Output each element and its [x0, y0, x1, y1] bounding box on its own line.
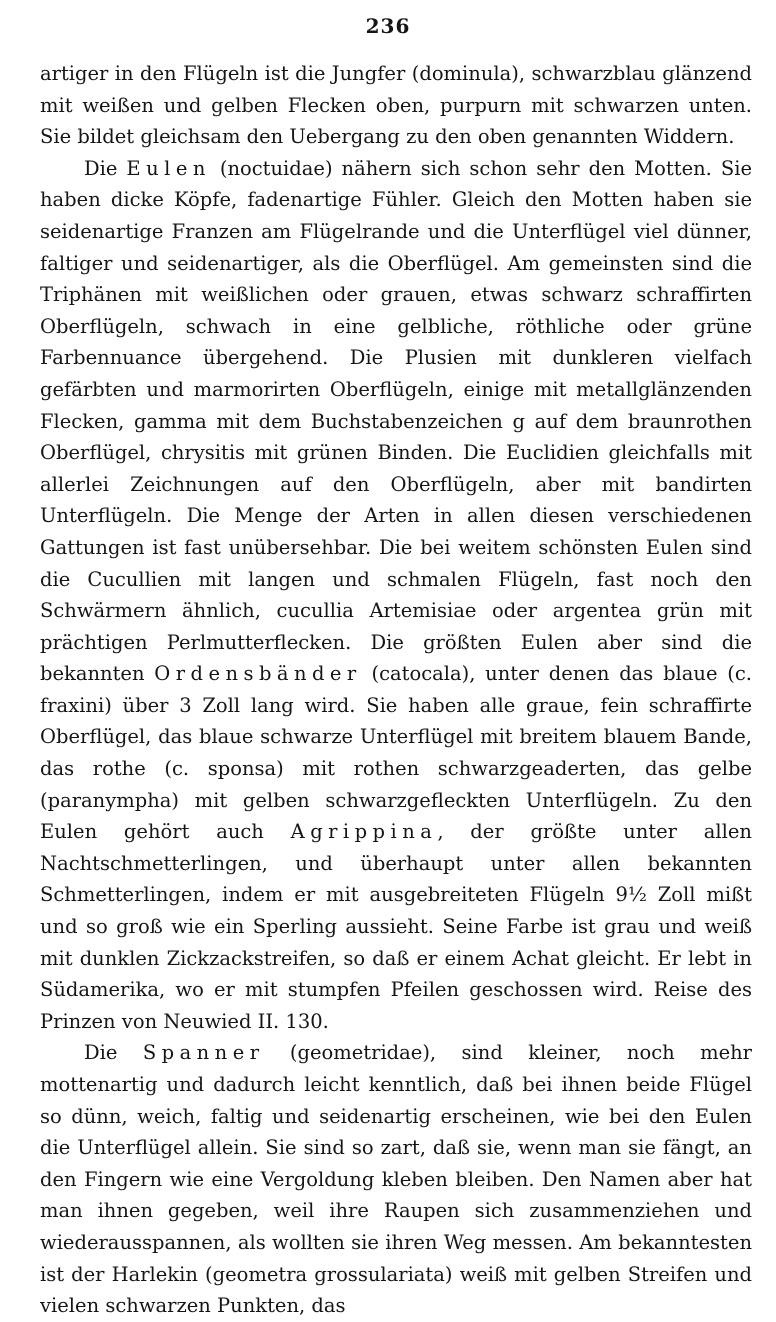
text-run: (catocala), unter denen das blaue (c. fraxini) über 3 Zoll lang wird. Sie haben alle graue, fein schraffirte Oberflügel, das blaue schwarze Unterflügel mit breitem blauem Bande, das rothe (c. sponsa) mit rothen schwarzgeaderten, das gelbe (paranympha) mit gelben schwarzgefleckten Unterflügeln. Zu den Eulen gehört auch: [40, 662, 752, 844]
text-run: artiger in den Flügeln ist die Jungfer (dominula), schwarzblau glänzend mit weißen und gelben Flecken oben, purpurn mit schwarzen unten. Sie bildet gleichsam den Uebergang zu den oben genannten Widdern.: [40, 62, 752, 149]
text-run: Die: [84, 156, 127, 180]
paragraph: [40, 58, 752, 153]
spaced-emphasis-term: Ordensbänder: [154, 662, 362, 686]
paragraph: [40, 153, 752, 1038]
text-run: , der größte unter allen Nachtschmetterlingen, und überhaupt unter allen bekannten Schmetterlingen, indem er mit ausgebreiteten Flügeln 9½ Zoll mißt und so groß wie ein Sperling aussieht. Seine Farbe ist grau und weiß mit dunklen Zickzackstreifen, so daß er einem Achat gleicht. Er lebt in Südamerika, wo er mit stumpfen Pfeilen geschossen wird. Reise des Prinzen von Neuwied II. 130.: [40, 820, 752, 1033]
spaced-emphasis-term: Eulen: [126, 156, 211, 180]
spaced-emphasis-term: Agrippina: [290, 820, 438, 844]
page-number: 236: [365, 14, 411, 38]
body-text: [40, 58, 752, 1322]
text-run: (noctuidae) nähern sich schon sehr den Motten. Sie haben dicke Köpfe, fadenartige Fühler. Gleich den Motten haben sie seidenartige Franzen am Flügelrande und die Unterflügel viel dünner, faltiger und seidenartiger, als die Oberflügel. Am gemeinsten sind die Triphänen mit weißlichen oder grauen, etwas schwarz schraffirten Oberflügeln, schwach in eine gelbliche, röthliche oder grüne Farbennuance übergehend. Die Plusien mit dunkleren vielfach gefärbten und marmorirten Oberflügeln, einige mit metallglänzenden Flecken, gamma mit dem Buchstabenzeichen g auf dem braunrothen Oberflügel, chrysitis mit grünen Binden. Die Euclidien gleichfalls mit allerlei Zeichnungen auf den Oberflügeln, aber mit bandirten Unterflügeln. Die Menge der Arten in allen diesen verschiedenen Gattungen ist fast unübersehbar. Die bei weitem schönsten Eulen sind die Cucullien mit langen und schmalen Flügeln, fast noch den Schwärmern ähnlich, cucullia Artemisiae oder argentea grün mit prächtigen Perlmutterflecken. Die größten Eulen aber sind die bekannten: [40, 156, 752, 686]
text-run: Die: [84, 1041, 143, 1065]
paragraph: [40, 1037, 752, 1321]
spaced-emphasis-term: Spanner: [142, 1041, 265, 1065]
text-run: (geometridae), sind kleiner, noch mehr mottenartig und dadurch leicht kenntlich, daß bei ihnen beide Flügel so dünn, weich, faltig und seidenartig erscheinen, wie bei den Eulen die Unterflügel allein. Sie sind so zart, daß sie, wenn man sie fängt, an den Fingern wie eine Vergoldung kleben bleiben. Den Namen aber hat man ihnen gegeben, weil ihre Raupen sich zusammenziehen und wiederausspannen, als wollten sie ihren Weg messen. Am bekanntesten ist der Harlekin (geometra grossulariata) weiß mit gelben Streifen und vielen schwarzen Punkten, das: [40, 1041, 752, 1318]
